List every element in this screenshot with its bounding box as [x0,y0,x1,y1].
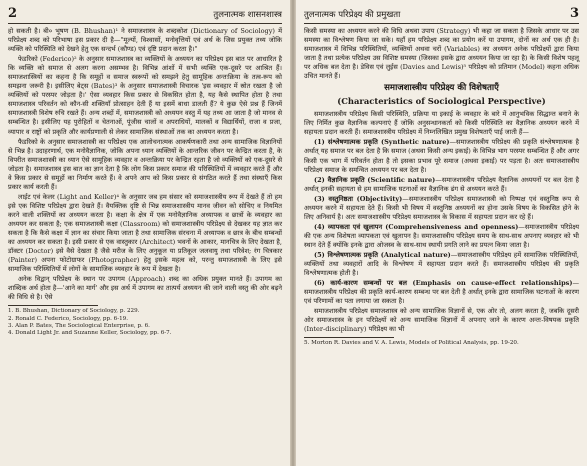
feature-title-2: (2) वैज्ञानिक प्रकृति (Scientific nature) [314,175,436,184]
left-page [0,0,292,466]
right-page-number: 3 [569,6,579,21]
feature-item-6 [304,279,579,306]
left-paragraph-5: अनेक विद्वान् परिप्रेक्ष्य के स्थान पर उपागम (Approach) शब्द का अधिक प्रयुक्त मानते हैं। उपागम का शाब्दिक अर्थ होता है—'आने का मार्ग' और इस अर्थ में उपागम का तात्पर्य अध्ययन की जाने वाली वस्तु की ओर बढ़ने की विधि से है। ऐसे [8,275,282,302]
left-paragraph-3: फैडरिको के अनुसार समाजशास्त्री का परिप्रेक्ष्य एक आलोचनात्मक आकर्षणकारी तथा अन्य सामाजिक विज्ञानियों से भिन्न है। उदाहरणार्थ, एक मनोवैज्ञानिक, जोकि अपना ध्यान व्यक्तियों के आन्तरिक जीवन पर केन्द्रित करता है, के विपरीत समाजशास्त्री का ध्यान ऐसे सामूहिक व्यवहार व अन्तःक्रिया पर केन्द्रित रहता है जो व्यक्तियों को एक-दूसरे से जोड़ता है। समाजशास्त्र इस बात का ज्ञान देता है कि लोग किस प्रकार समाज की परिस्थितियों में व्यवहार करते हैं और वे किस प्रकार से समूहों का निर्माण करते हैं। वे अपने आप को किस प्रकार से संगठित करते हैं तथा संस्थाएँ किस प्रकार कार्य करती हैं। [8,137,282,191]
feature-text-1: —समाजशास्त्रीय परिप्रेक्ष्य की प्रकृति संश्लेषणात्मक है अर्थात् यह समाज पर बल देता है कि समाज (अथवा किसी अन्य इकाई) के विभिन्न भाग परस्पर सम्बन्धित हैं और अगर किसी एक भाग में परिवर्तन होता है तो इसका प्रभाव पूरे समाज (अथवा इकाई) पर पड़ता है। अतः समाजशास्त्रीय परिप्रेक्ष्य समाज के समन्वित अध्ययन पर बल देता है। [304,138,579,174]
right-footnote-rule [304,337,394,338]
left-page-header [8,6,282,24]
left-paragraph-1: हो सकती है। बी० भूषण (B. Bhushan)¹ ने समाजशास्त्र के शब्दकोश (Dictionary of Sociology) में परिप्रेक्ष्य शब्द को परिभाषा इस प्रकार दी है—"मूल्यों, विश्वासों, मनोवृत्तियों एवं अर्थ के जिस प्रयुक्त तथ्य जोकि व्यक्ति को परिस्थिति को देखने हेतु एक सन्दर्भ (कौण्ड) एवं दृष्टि प्रदान करता है।" [8,27,282,54]
right-page [292,0,587,466]
book-gutter [290,0,296,466]
closing-paragraph: समाजशास्त्रीय परिप्रेक्ष्य समाजशास्त्र को अन्य सामाजिक विज्ञानों से, एक ओर तो, अलग करता है, जबकि दूसरी ओर समाजशास्त्र के इन परिप्रेक्ष्यों को अन्य सामाजिक विज्ञानों में अपनाए जाने के कारण अन्तः-विषयक प्रकृति (Inter-disciplinary) परिप्रेक्ष्य का भी [304,307,579,334]
left-page-number: 2 [8,6,18,21]
right-intro-paragraph: किसी समस्या का अध्ययन करने की विधि अथवा उपाय (Strategy) भी कहा जा सकता है जिसके आधार पर उस समस्या का विश्लेषण किया जा सके। यहाँ हम परिप्रेक्ष्य शब्द का प्रयोग करें या उपागम, दोनों का अर्थ एक ही है। समाजशास्त्र में विभिन्न परिस्थितियों, व्यक्तियों अथवा चरों (Variables) का अध्ययन अनेक परिप्रेक्ष्यों द्वारा किया जाता है तथा प्रत्येक परिप्रेक्ष्य उस विशिष्ट समस्या (जिसका इसके द्वारा अध्ययन किया जा रहा है) के किसी विशेष पहलू पर अधिक बल देता है। डेविस एवं लुईस (Davies and Lewis)⁵ परिप्रेक्ष्य को प्रतिमान (Model) कहना अधिक उचित मानते हैं। [304,27,579,81]
right-page-header [304,6,579,24]
feature-item-3 [304,195,579,222]
feature-text-4: —समाजशास्त्रीय परिप्रेक्ष्य की एक अन्य विशेषता व्यापकता एवं खुलापन है। समाजशास्त्रीय परिप्रेक्ष्य समय के साथ-साथ अपनाए व्यवहार को भी स्थान देते हैं क्योंकि इनके द्वारा ओजस्व के साथ-साथ स्थायी प्रगति लाने का प्रयत्न किया जाता है। [304,222,579,249]
feature-item-1 [304,138,579,174]
section-heading-english: (Characteristics of Sociological Perspective) [337,96,546,107]
left-footnote-3: 3. Alan P. Bates, The Sociological Enterprise, p. 6. [8,322,150,329]
feature-text-6: —समाजशास्त्रीय परिप्रेक्ष्य की प्रकृति कार्य-कारण सम्बन्ध पर बल देती है अर्थात् इनके द्वारा सामाजिक घटनाओं के कारण एवं परिणामों का पता लगाया जा सकता है। [304,279,579,306]
left-footnote-rule [8,305,98,306]
feature-item-4 [304,223,579,250]
right-footnote-5: 5. Morton R. Davies and V. A. Lewis, Models of Political Analysis, pp. 19-20. [304,340,519,347]
feature-title-6: (6) कार्य-कारण सम्बन्धों पर बल (Emphasis on cause-effect relationships) [314,279,573,288]
feature-text-5: —समाजशास्त्रीय परिप्रेक्ष्य हमें सामाजिक परिस्थितियों, व्यक्तियों तथा व्यवहारों आदि के विश्लेषण में सहायता प्रदान करते हैं। समाजशास्त्रीय परिप्रेक्ष्य की प्रकृति विश्लेषणात्मक होती है। [304,250,579,278]
left-paragraph-2: फेडरिको (Federico)² के अनुसार समाजशास्त्र का व्यक्तियों के अध्ययन का परिप्रेक्ष्य इस बात पर आधारित है कि व्यक्ति को समाज से अलग करना असम्भव है। विभिन्न आंशों में सभी व्यक्ति एक-दूसरे पर आश्रित हैं। समाजशास्त्रियों का कहना है कि समूहों व समाज स्वरूपों को समझने हेतु सामूहिक अन्तःक्रिया के तत्व-रूप को समझना जरूरी है। इसीलिए बेट्स (Bates)³ के अनुसार समाजशास्त्री विचारक 'इस व्यवहार में स्रोत रखता है जो व्यक्तियों को परस्पर जोड़ता है।' ऐसा व्यवहार किस प्रकार से विकसित होता है, यह कैसे स्थापित होता है तथा समाजशास्त्र परिवर्तन को कौन-सी शक्तियाँ प्रोत्साहन देती हैं या इसमें बाधा डालती हैं? ये कुछ ऐसे प्रश्न हैं जिनमें समाजशास्त्री विशेष रुचि रखते हैं। अन्य शब्दों में, समाजशास्त्री को अध्ययन वस्तु में यह तथ्य आ जाता है जो मानव से सम्बन्धित है। इसीलिए यह पुरोहितों व चेतनाओं, पूंजीस चालों व अपराधियों, मालकों व विद्यार्थियों, राजा व प्रजा, व्यापार व राष्ट्रों को प्रकृति और कार्यप्रणाली से लेकर सामाजिक संस्थाओं तक का अध्ययन करता है। [8,55,282,136]
features-intro-paragraph: समाजशास्त्रीय परिप्रेक्ष्य किसी परिस्थिति, प्रक्रिया या इकाई के व्यवहार के बारे में आनुभविक सिद्धान्त बनाने के लिए निर्मित कुछ वैज्ञानिक कल्पनाएं हैं जोकि अनुसन्धानकर्ता को किसी परिस्थिति का वैज्ञानिक अध्ययन करने में सहायता प्रदान करती हैं। समाजशास्त्रीय परिप्रेक्ष्य में निम्नलिखित प्रमुख विशेषताएँ पाई जाती हैं— [304,110,579,137]
feature-title-3: (3) वस्तुनिष्ठता (Objectivity) [314,194,403,203]
feature-title-4: (4) व्यापकता एवं खुलापन (Comprehensiveness and openness) [314,222,519,231]
feature-text-3: —समाजशास्त्रीय परिप्रेक्ष्य समाजशास्त्री को निष्पक्ष एवं वस्तुनिष्ठ रूप से अध्ययन करने में सहायता देते हैं। किसी भी विषय में वस्तुनिष्ठ अध्ययनों का होना उसके विषय के विकसित होने के लिए अनिवार्य है। अतः समाजशास्त्रीय परिप्रेक्ष्य समाजशास्त्र के विकास में सहायता प्रदान कर रहे हैं। [304,194,579,221]
left-paragraph-4: लाईट एवं केलर (Light and Keller)⁴ के अनुसार जब हम संसार को समाजशास्त्रीय रूप में देखते हैं तो हम इसे एक विशिष्ट परिप्रेक्ष्य द्वारा देखते हैं। वैयक्तिक दृष्टि से भिन्न समाजशास्त्रीय मानव जीवन को सोचिए व नियमित करने वाली शक्तियों का अध्ययन करता है। कक्षा के क्षेत्र में एक मनोवैज्ञानिक अध्यापक व छात्रों के व्यवहार का अध्ययन कर सकता है; एक समाजशास्त्री कक्षा (Classroom) को समाजशास्त्रीय परिप्रेक्ष्य से देखकर यह ज्ञात कर सकता है कि कैसे कक्षा में ज्ञान का संचार किया जाता है तथा सामाजिक संरचना में अध्यापक व छात्र के बीच सम्बन्धों का अध्ययन कर सकता है। इसी प्रकार से एक वास्तुकार (Architect) भवनों के आकार, मानचित्र के लिए देखता है, डॉक्टर (Doctor) इसे वैसे देखता है जैसे मरीज के लिए अनुकूल या प्रतिकूल जलवायु तथा परिवेश; रंग चित्रकार (Painter) अपना फोटोग्राफर (Photographer) हेतु इसके महत्व को, परन्तु समाजशास्त्री के लिए इसे सामाजिक परिस्थितियों में लोगों के सामाजिक व्यवहार के रूप में देखता है। [8,192,282,274]
left-running-head: तुलनात्मक शासनशास्त्र [213,10,282,20]
feature-item-5 [304,251,579,278]
feature-title-5: (5) विश्लेषणात्मक प्रकृति (Analytical nature) [314,250,451,259]
right-running-head: तुलनात्मक परिप्रेक्ष्य की प्रमुखता [304,10,401,20]
section-heading-hindi: समाजशास्त्रीय परिप्रेक्ष्य की विशेषताएँ [384,83,499,94]
feature-title-1: (1) संश्लेषणात्मक प्रकृति (Synthetic nature) [314,138,450,147]
feature-text-2: —समाजशास्त्रीय परिप्रेक्ष्य वैज्ञानिक अध्ययनों पर बल देता है अर्थात् इनकी सहायता से हम सामाजिक घटनाओं का वैज्ञानिक ढंग से अध्ययन करते हैं। [304,175,580,193]
left-footnote-1: 1. B. Bhushan, Dictionary of Sociology, p. 229. [8,308,140,315]
feature-item-2 [304,176,579,194]
left-footnote-4: 4. Donald Light Jr. and Suzanne Keller, Sociology, pp. 6-7. [8,330,172,337]
left-footnote-2: 2. Ronald C. Federico, Sociology, pp. 6-19. [8,315,128,322]
